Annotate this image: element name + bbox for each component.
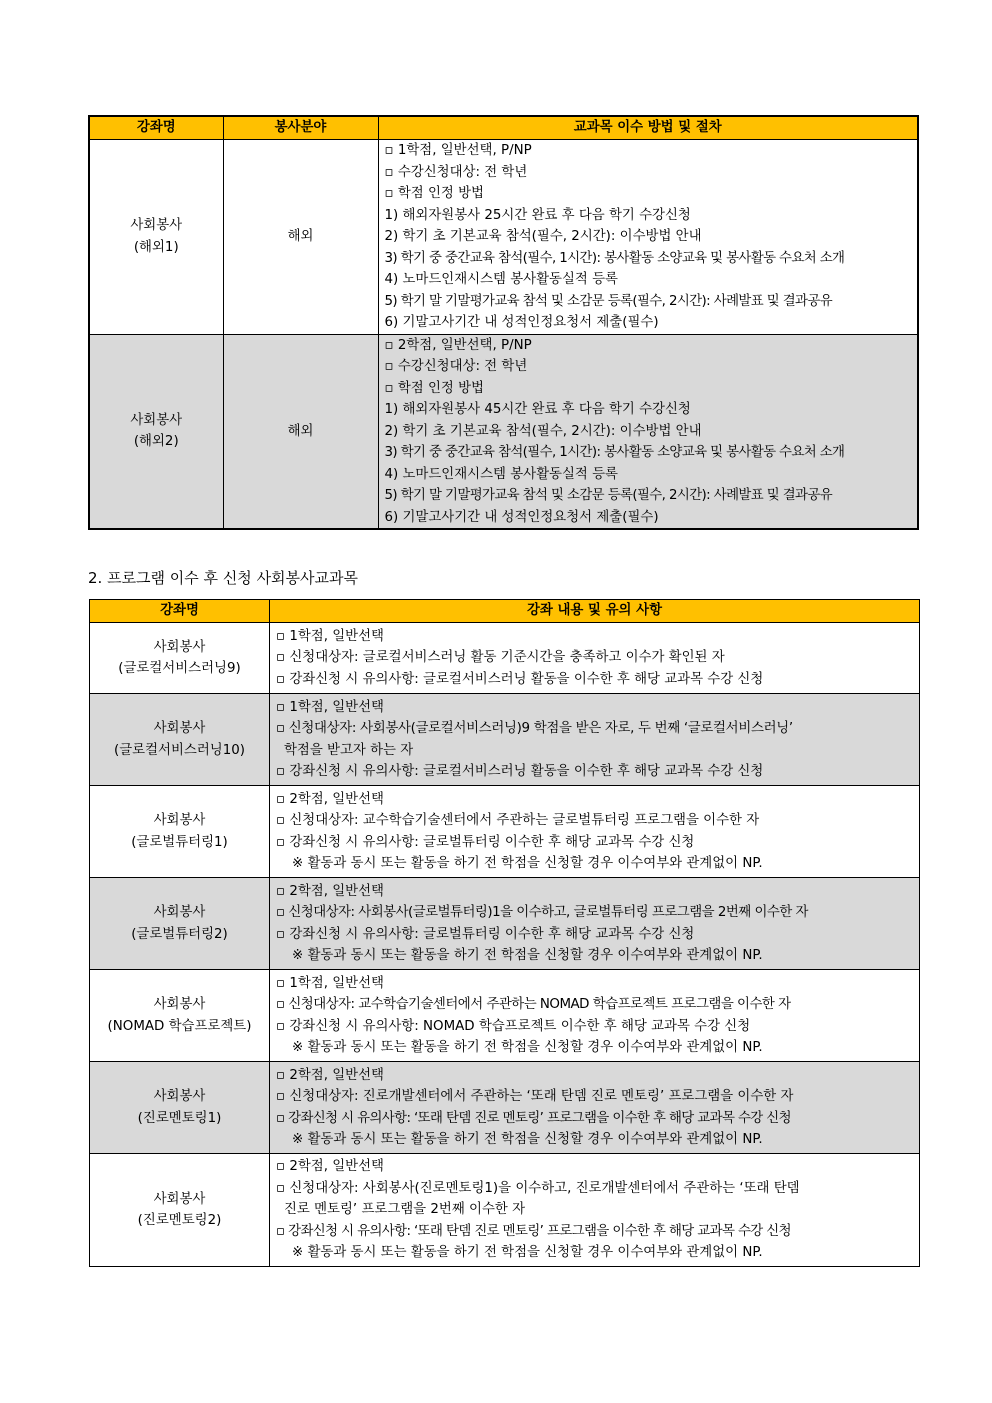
table-header-row	[90, 600, 920, 623]
course-subname: (진로멘토링2)	[137, 1213, 222, 1228]
procedure-line: ▫ 1학점, 일반선택, P/NP	[384, 143, 532, 158]
content-line: ▫ 신청대상자: 사회봉사(글로벌튜터링)1을 이수하고, 글로벌튜터링 프로그램을 2번째 이수한 자	[276, 905, 808, 920]
procedure-line: ▫ 학점 인정 방법	[384, 186, 484, 201]
content-line: ▫ 2학점, 일반선택	[276, 883, 384, 899]
course-subname: (글로컬서비스러닝10)	[114, 742, 245, 758]
table-row	[90, 1062, 920, 1154]
procedure-line: 6) 기말고사기간 내 성적인정요청서 제출(필수)	[384, 509, 659, 525]
procedure-line: 1) 해외자원봉사 45시간 완료 후 다음 학기 수강신청	[384, 402, 691, 417]
procedure-line: 3) 학기 중 중간교육 참석(필수, 1시간): 봉사활동 소양교육 및 봉사활동 수요처 소개	[384, 250, 845, 266]
content-line: ▫ 강좌신청 시 유의사항: 글로컬서비스러닝 활동을 이수한 후 해당 교과목 수강 신청	[276, 671, 764, 687]
content-note: ※ 활동과 동시 또는 활동을 하기 전 학점을 신청할 경우 이수여부와 관계없이 NP.	[292, 856, 763, 871]
content-line: ▫ 강좌신청 시 유의사항: ‘또래 탄뎀 진로 멘토링’ 프로그램을 이수한 후 해당 교과목 수강 신청	[276, 1110, 791, 1126]
course-name: 사회봉사	[153, 1191, 206, 1207]
content-line: ▫ 신청대상자: 교수학습기술센터에서 주관하는 NOMAD 학습프로젝트 프로그램을 이수한 자	[276, 997, 791, 1012]
header-course-name: 강좌명	[90, 600, 270, 623]
procedure-line: ▫ 학점 인정 방법	[384, 380, 484, 396]
course-name-cell	[89, 140, 223, 335]
content-line: ▫ 신청대상자: 교수학습기술센터에서 주관하는 글로벌튜터링 프로그램을 이수한 자	[276, 813, 760, 828]
course-content-cell	[270, 1062, 920, 1154]
procedure-cell	[378, 140, 918, 335]
course-name: 사회봉사	[153, 721, 206, 736]
section-2-title: 2. 프로그램 이수 후 신청 사회봉사교과목	[88, 569, 358, 587]
course-name: 사회봉사	[153, 639, 206, 655]
course-name-cell	[90, 623, 270, 694]
content-line: ▫ 2학점, 일반선택	[276, 1159, 384, 1175]
course-name: 사회봉사	[130, 218, 183, 234]
overseas-course-table	[88, 115, 919, 530]
content-line: ▫ 1학점, 일반선택	[276, 975, 384, 991]
course-name: 사회봉사	[153, 997, 206, 1012]
content-line: ▫ 강좌신청 시 유의사항: 글로벌튜터링 이수한 후 해당 교과목 수강 신청	[276, 926, 695, 942]
procedure-line: 2) 학기 초 기본교육 참석(필수, 2시간): 이수방법 안내	[384, 423, 702, 439]
header-service-field: 봉사분야	[223, 116, 378, 140]
course-subname: (해외1)	[133, 239, 179, 255]
course-subname: (글로컬서비스러닝9)	[118, 661, 241, 676]
content-line: ▫ 신청대상자: 사회봉사(글로컬서비스러닝)9 학점을 받은 자로, 두 번째 ‘글로컬서비스러닝’	[276, 721, 793, 736]
course-name: 사회봉사	[130, 412, 183, 428]
header-procedure: 교과목 이수 방법 및 절차	[378, 116, 918, 140]
course-content-cell	[270, 970, 920, 1062]
course-subname: (진로멘토링1)	[137, 1110, 222, 1126]
course-subname: (해외2)	[133, 434, 179, 450]
content-line: ▫ 강좌신청 시 유의사항: NOMAD 학습프로젝트 이수한 후 해당 교과목 수강 신청	[276, 1018, 751, 1034]
table-header-row	[89, 116, 918, 140]
header-course-name: 강좌명	[89, 116, 223, 140]
table-row	[90, 1154, 920, 1267]
table-row	[90, 970, 920, 1062]
content-line: 학점을 받고자 하는 자	[284, 742, 414, 758]
content-note: ※ 활동과 동시 또는 활동을 하기 전 학점을 신청할 경우 이수여부와 관계없이 NP.	[292, 1245, 763, 1261]
course-content-cell	[270, 1154, 920, 1267]
course-name-cell	[90, 694, 270, 786]
content-line: ▫ 강좌신청 시 유의사항: 글로컬서비스러닝 활동을 이수한 후 해당 교과목 수강 신청	[276, 764, 764, 779]
content-line: ▫ 신청대상자: 진로개발센터에서 주관하는 ‘또래 탄뎀 진로 멘토링’ 프로그램을 이수한 자	[276, 1089, 794, 1104]
procedure-line: ▫ 수강신청대상: 전 학년	[384, 359, 528, 374]
content-note: ※ 활동과 동시 또는 활동을 하기 전 학점을 신청할 경우 이수여부와 관계없이 NP.	[292, 948, 763, 963]
table-row	[90, 786, 920, 878]
course-name-cell	[90, 1154, 270, 1267]
procedure-line: 5) 학기 말 기말평가교육 참석 및 소감문 등록(필수, 2시간): 사례발표 및 결과공유	[384, 488, 833, 503]
procedure-cell	[378, 334, 918, 529]
course-subname: (글로벌튜터링1)	[131, 834, 228, 850]
procedure-line: 3) 학기 중 중간교육 참석(필수, 1시간): 봉사활동 소양교육 및 봉사활동 수요처 소개	[384, 445, 845, 460]
content-line: ▫ 강좌신청 시 유의사항: ‘또래 탄뎀 진로 멘토링’ 프로그램을 이수한 후 해당 교과목 수강 신청	[276, 1223, 791, 1239]
content-line: ▫ 강좌신청 시 유의사항: 글로벌튜터링 이수한 후 해당 교과목 수강 신청	[276, 834, 695, 850]
course-name: 사회봉사	[153, 905, 206, 920]
content-line: ▫ 신청대상자: 글로컬서비스러닝 활동 기준시간을 충족하고 이수가 확인된 자	[276, 650, 725, 666]
course-name-cell	[90, 786, 270, 878]
content-line: ▫ 1학점, 일반선택	[276, 628, 384, 644]
course-content-cell	[270, 694, 920, 786]
course-content-cell	[270, 623, 920, 694]
table-row	[90, 623, 920, 694]
procedure-line: ▫ 2학점, 일반선택, P/NP	[384, 337, 532, 353]
course-subname: (글로벌튜터링2)	[131, 926, 228, 942]
course-content-cell	[270, 786, 920, 878]
course-content-cell	[270, 878, 920, 970]
content-line: ▫ 2학점, 일반선택	[276, 1067, 384, 1083]
course-name-cell	[89, 334, 223, 529]
service-field-cell: 해외	[223, 140, 378, 335]
course-name: 사회봉사	[153, 813, 206, 828]
course-name: 사회봉사	[153, 1089, 206, 1104]
content-line: ▫ 2학점, 일반선택	[276, 791, 384, 807]
table-row	[89, 140, 918, 335]
header-course-content: 강좌 내용 및 유의 사항	[270, 600, 920, 623]
content-note: ※ 활동과 동시 또는 활동을 하기 전 학점을 신청할 경우 이수여부와 관계없이 NP.	[292, 1132, 763, 1147]
table-row	[90, 694, 920, 786]
content-note: ※ 활동과 동시 또는 활동을 하기 전 학점을 신청할 경우 이수여부와 관계없이 NP.	[292, 1040, 763, 1055]
course-subname: (NOMAD 학습프로젝트)	[107, 1018, 252, 1034]
table-row	[89, 334, 918, 529]
procedure-line: 6) 기말고사기간 내 성적인정요청서 제출(필수)	[384, 315, 659, 330]
content-line: ▫ 신청대상자: 사회봉사(진로멘토링1)을 이수하고, 진로개발센터에서 주관하는 ‘또래 탄뎀	[276, 1180, 800, 1196]
procedure-line: 4) 노마드인재시스템 봉사활동실적 등록	[384, 466, 618, 482]
procedure-line: 1) 해외자원봉사 25시간 완료 후 다음 학기 수강신청	[384, 207, 691, 223]
service-field-cell: 해외	[223, 334, 378, 529]
course-name-cell	[90, 970, 270, 1062]
procedure-line: 5) 학기 말 기말평가교육 참석 및 소감문 등록(필수, 2시간): 사례발표 및 결과공유	[384, 293, 833, 309]
course-name-cell	[90, 878, 270, 970]
course-name-cell	[90, 1062, 270, 1154]
program-course-table	[89, 599, 920, 1267]
table-row	[90, 878, 920, 970]
content-line: ▫ 1학점, 일반선택	[276, 699, 384, 715]
procedure-line: ▫ 수강신청대상: 전 학년	[384, 164, 528, 180]
content-line: 진로 멘토링’ 프로그램을 2번째 이수한 자	[284, 1202, 526, 1218]
procedure-line: 2) 학기 초 기본교육 참석(필수, 2시간): 이수방법 안내	[384, 229, 702, 244]
procedure-line: 4) 노마드인재시스템 봉사활동실적 등록	[384, 272, 618, 287]
